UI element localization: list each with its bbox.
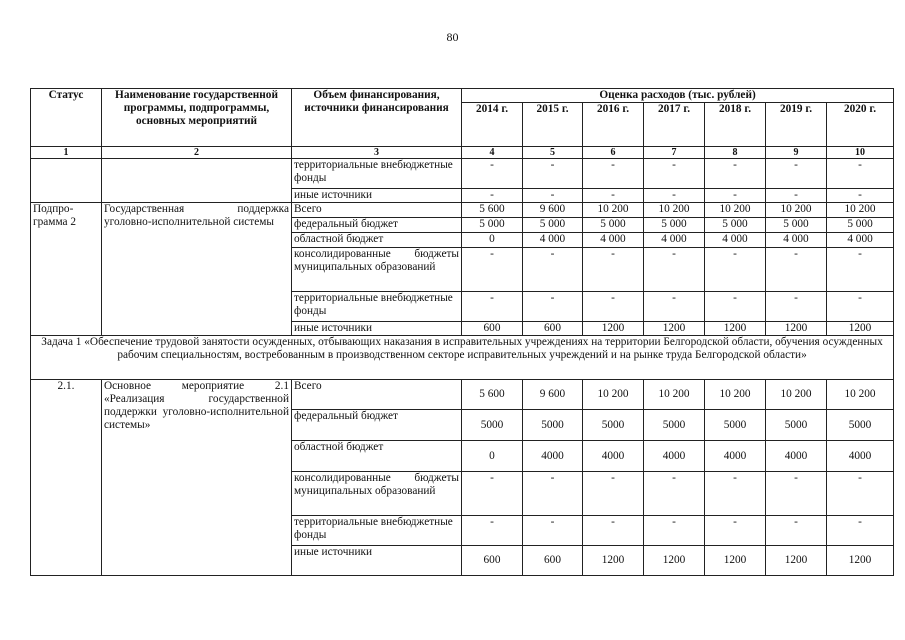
- financing-table: [30, 88, 894, 576]
- measure-name: Основное мероприятие 2.1 «Реализация государственной поддержки уголовно-исполнительной системы»: [102, 380, 292, 576]
- header-year: 2016 г.: [583, 103, 644, 147]
- value-cell: 1200: [766, 546, 827, 576]
- column-index: 6: [583, 147, 644, 159]
- page-number: 80: [446, 30, 459, 44]
- value-cell: 10 200: [827, 380, 894, 410]
- value-cell: -: [827, 292, 894, 322]
- table-row: [31, 159, 894, 189]
- table-row: [31, 203, 894, 218]
- value-cell: 5 000: [827, 218, 894, 233]
- value-cell: -: [523, 189, 583, 203]
- value-cell: 600: [462, 546, 523, 576]
- subprogram-name: Государственная поддержка уголовно-исполнительной системы: [102, 203, 292, 336]
- column-index: 7: [644, 147, 705, 159]
- value-cell: 5000: [705, 410, 766, 441]
- value-cell: -: [523, 248, 583, 292]
- source-cell: иные источники: [292, 546, 462, 576]
- value-cell: -: [644, 516, 705, 546]
- value-cell: -: [766, 516, 827, 546]
- value-cell: -: [644, 159, 705, 189]
- value-cell: 4 000: [523, 233, 583, 248]
- value-cell: -: [462, 189, 523, 203]
- value-cell: 5 000: [644, 218, 705, 233]
- value-cell: 5 600: [462, 203, 523, 218]
- value-cell: -: [827, 248, 894, 292]
- value-cell: -: [644, 292, 705, 322]
- value-cell: 4000: [583, 441, 644, 472]
- value-cell: -: [766, 189, 827, 203]
- value-cell: 5000: [644, 410, 705, 441]
- column-index: 9: [766, 147, 827, 159]
- value-cell: 10 200: [827, 203, 894, 218]
- header-name: Наименование государственной программы, подпрограммы, основных мероприятий: [102, 89, 292, 147]
- value-cell: -: [583, 189, 644, 203]
- value-cell: 4000: [644, 441, 705, 472]
- header-year: 2019 г.: [766, 103, 827, 147]
- value-cell: 5000: [523, 410, 583, 441]
- value-cell: -: [766, 472, 827, 516]
- value-cell: -: [644, 472, 705, 516]
- value-cell: -: [705, 516, 766, 546]
- value-cell: 5000: [766, 410, 827, 441]
- column-index-row: [31, 147, 894, 159]
- value-cell: -: [462, 516, 523, 546]
- value-cell: 5 000: [766, 218, 827, 233]
- value-cell: 10 200: [766, 203, 827, 218]
- header-status: Статус: [31, 89, 102, 147]
- value-cell: 10 200: [705, 203, 766, 218]
- value-cell: -: [523, 292, 583, 322]
- header-year: 2014 г.: [462, 103, 523, 147]
- value-cell: 5000: [583, 410, 644, 441]
- value-cell: 10 200: [583, 380, 644, 410]
- value-cell: -: [462, 159, 523, 189]
- value-cell: 1200: [644, 322, 705, 336]
- value-cell: 4000: [827, 441, 894, 472]
- value-cell: 10 200: [644, 203, 705, 218]
- value-cell: -: [583, 292, 644, 322]
- value-cell: -: [827, 159, 894, 189]
- value-cell: -: [827, 472, 894, 516]
- value-cell: 1200: [827, 546, 894, 576]
- name-cell: [102, 159, 292, 203]
- task-text: Задача 1 «Обеспечение трудовой занятости осужденных, отбывающих наказания в исправительных учреждениях на территории Белгородской области, обучения осужденных рабочим специальностям, востребованным в производственном секторе исправительных учреждений и на рынке труда Белгородской области»: [31, 336, 894, 380]
- value-cell: -: [827, 516, 894, 546]
- header-year: 2015 г.: [523, 103, 583, 147]
- value-cell: -: [583, 159, 644, 189]
- column-index: 10: [827, 147, 894, 159]
- value-cell: -: [523, 516, 583, 546]
- value-cell: -: [705, 248, 766, 292]
- value-cell: 4 000: [766, 233, 827, 248]
- column-index: 5: [523, 147, 583, 159]
- value-cell: -: [462, 472, 523, 516]
- value-cell: 10 200: [705, 380, 766, 410]
- value-cell: -: [583, 472, 644, 516]
- header-estimate: Оценка расходов (тыс. рублей): [462, 89, 894, 103]
- source-cell: консолидированные бюджеты муниципальных образований: [292, 472, 462, 516]
- value-cell: 10 200: [644, 380, 705, 410]
- source-cell: федеральный бюджет: [292, 410, 462, 441]
- table-row: [31, 380, 894, 410]
- value-cell: 600: [523, 322, 583, 336]
- value-cell: 5 000: [462, 218, 523, 233]
- value-cell: 4 000: [705, 233, 766, 248]
- value-cell: -: [766, 292, 827, 322]
- value-cell: -: [462, 248, 523, 292]
- value-cell: 5 600: [462, 380, 523, 410]
- measure-status: 2.1.: [31, 380, 102, 576]
- subprogram-status: Подпро-грамма 2: [31, 203, 102, 336]
- value-cell: -: [705, 472, 766, 516]
- value-cell: -: [583, 248, 644, 292]
- header-year: 2020 г.: [827, 103, 894, 147]
- value-cell: -: [462, 292, 523, 322]
- value-cell: 1200: [705, 322, 766, 336]
- value-cell: -: [644, 189, 705, 203]
- status-cell: [31, 159, 102, 203]
- source-cell: федеральный бюджет: [292, 218, 462, 233]
- header-year: 2017 г.: [644, 103, 705, 147]
- value-cell: -: [583, 516, 644, 546]
- column-index: 8: [705, 147, 766, 159]
- value-cell: -: [705, 159, 766, 189]
- value-cell: 0: [462, 233, 523, 248]
- value-cell: -: [523, 472, 583, 516]
- column-index: 2: [102, 147, 292, 159]
- value-cell: 4000: [523, 441, 583, 472]
- value-cell: 1200: [827, 322, 894, 336]
- value-cell: 600: [462, 322, 523, 336]
- value-cell: -: [644, 248, 705, 292]
- value-cell: -: [705, 189, 766, 203]
- value-cell: -: [766, 248, 827, 292]
- value-cell: 1200: [583, 322, 644, 336]
- value-cell: 1200: [705, 546, 766, 576]
- value-cell: 9 600: [523, 203, 583, 218]
- value-cell: 1200: [644, 546, 705, 576]
- value-cell: -: [705, 292, 766, 322]
- value-cell: 5 000: [705, 218, 766, 233]
- value-cell: 10 200: [583, 203, 644, 218]
- column-index: 3: [292, 147, 462, 159]
- value-cell: 4000: [705, 441, 766, 472]
- value-cell: 9 600: [523, 380, 583, 410]
- value-cell: 5000: [827, 410, 894, 441]
- value-cell: -: [523, 159, 583, 189]
- value-cell: 5 000: [583, 218, 644, 233]
- source-cell: областной бюджет: [292, 233, 462, 248]
- value-cell: 4 000: [644, 233, 705, 248]
- value-cell: 600: [523, 546, 583, 576]
- source-cell: иные источники: [292, 189, 462, 203]
- column-index: 4: [462, 147, 523, 159]
- source-cell: иные источники: [292, 322, 462, 336]
- source-cell: областной бюджет: [292, 441, 462, 472]
- source-cell: консолидированные бюджеты муниципальных образований: [292, 248, 462, 292]
- source-cell: территориальные внебюджетные фонды: [292, 159, 462, 189]
- value-cell: -: [827, 189, 894, 203]
- header-volume: Объем финансирования, источники финансирования: [292, 89, 462, 147]
- value-cell: 4 000: [583, 233, 644, 248]
- source-cell: территориальные внебюджетные фонды: [292, 292, 462, 322]
- value-cell: 0: [462, 441, 523, 472]
- value-cell: 1200: [583, 546, 644, 576]
- task-row: [31, 336, 894, 380]
- value-cell: 4000: [766, 441, 827, 472]
- source-cell: Всего: [292, 203, 462, 218]
- value-cell: 10 200: [766, 380, 827, 410]
- value-cell: -: [766, 159, 827, 189]
- value-cell: 4 000: [827, 233, 894, 248]
- value-cell: 5000: [462, 410, 523, 441]
- source-cell: Всего: [292, 380, 462, 410]
- column-index: 1: [31, 147, 102, 159]
- value-cell: 5 000: [523, 218, 583, 233]
- header-year: 2018 г.: [705, 103, 766, 147]
- source-cell: территориальные внебюджетные фонды: [292, 516, 462, 546]
- value-cell: 1200: [766, 322, 827, 336]
